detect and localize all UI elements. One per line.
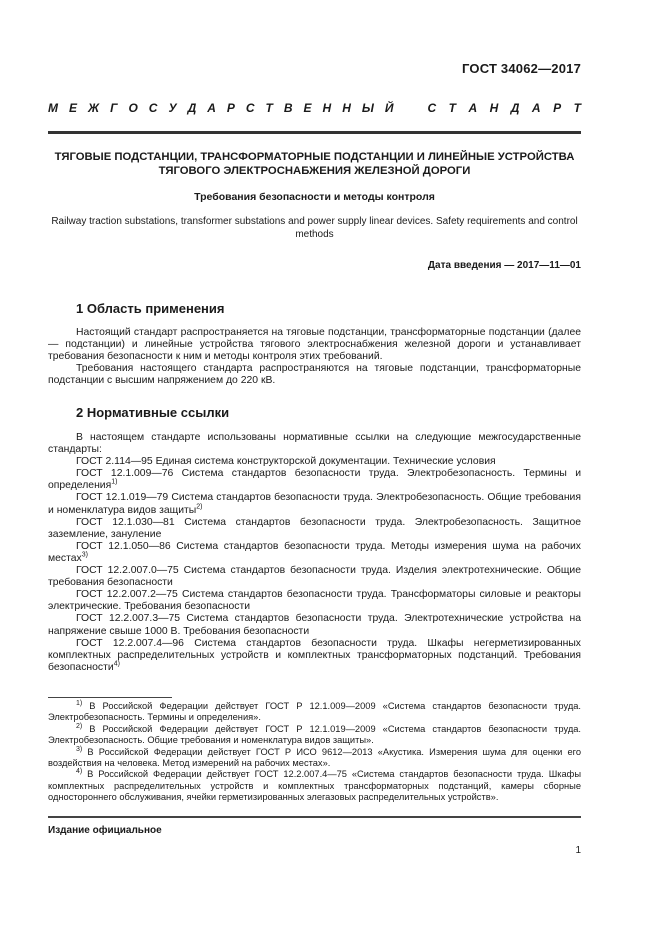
title-line-2: ТЯГОВОГО ЭЛЕКТРОСНАБЖЕНИЯ ЖЕЛЕЗНОЙ ДОРОГИ (158, 165, 471, 177)
english-title: Railway traction substations, transformer substations and power supply linear devices. Safety requirements and control methods (51, 216, 578, 240)
interstate-word-2: С Т А Н Д А Р Т (427, 101, 581, 115)
title-line-1: ТЯГОВЫЕ ПОДСТАНЦИИ, ТРАНСФОРМАТОРНЫЕ ПОДСТАНЦИИ И ЛИНЕЙНЫЕ УСТРОЙСТВА (54, 151, 575, 163)
reference-item (48, 638, 581, 674)
footnote-marker: 4) (113, 660, 120, 668)
footnote-text: В Российской Федерации действует ГОСТ Р 12.1.009—2009 «Система стандартов безопасности труда. Электробезопасность. Термины и определения». (48, 701, 581, 723)
introduction-date: Дата введения — 2017—11—01 (427, 260, 581, 271)
reference-item (48, 613, 581, 637)
interstate-word-1: М Е Ж Г О С У Д А Р С Т В Е Н Н Ы Й (48, 101, 394, 115)
section-2-body (48, 432, 581, 674)
footnote-mark: 1) (76, 699, 83, 707)
section-1-body (48, 327, 581, 387)
reference-item (48, 517, 581, 541)
section-2-heading: 2 Нормативные ссылки (76, 405, 230, 420)
footnote-marker: 3) (81, 551, 88, 559)
section-1-paragraph-1: Настоящий стандарт распространяется на тяговые подстанции, трансформаторные подстанции (далее — подстанции) и линейные устройства тягового электроснабжения железной дороги и устанавливает требования безопасности к ним и методы контроля этих требований. (48, 327, 581, 363)
reference-text: ГОСТ 12.1.050—86 Система стандартов безопасности труда. Методы измерения шума на рабочих местах (48, 540, 581, 564)
reference-item (48, 565, 581, 589)
header-rule (48, 131, 581, 134)
section-2-intro: В настоящем стандарте использованы нормативные ссылки на следующие межгосударственные стандарты: (48, 432, 581, 456)
footnote-mark: 3) (76, 745, 83, 753)
references-list (48, 456, 581, 674)
reference-item (48, 492, 581, 516)
footnote-mark: 2) (76, 722, 83, 730)
reference-text: ГОСТ 12.1.009—76 Система стандартов безопасности труда. Электробезопасность. Термины и определения (48, 468, 581, 492)
reference-text: ГОСТ 12.2.007.3—75 Система стандартов безопасности труда. Электротехнические устройства на напряжение свыше 1000 В. Требования безопасности (48, 613, 581, 637)
footnote-marker: 1) (111, 478, 118, 486)
section-1-heading: 1 Область применения (76, 301, 225, 316)
footnote-item (48, 701, 581, 724)
reference-item (48, 541, 581, 565)
footnote-item (48, 747, 581, 770)
footnote-marker: 2) (196, 503, 203, 511)
interstate-standard-banner (48, 101, 581, 115)
footnote-text: В Российской Федерации действует ГОСТ 12.2.007.4—75 «Система стандартов безопасности труда. Шкафы комплектных распределительных устройств и комплектных трансформаторных подстанций, камеры сборные одностороннего обслуживания, ячейки герметизированных элегазовых распределительных устройств». (48, 769, 581, 803)
footer-rule (48, 816, 581, 818)
reference-text: ГОСТ 12.2.007.2—75 Система стандартов безопасности труда. Трансформаторы силовые и реакторы электрические. Требования безопасности (48, 589, 581, 613)
reference-text: ГОСТ 12.2.007.0—75 Система стандартов безопасности труда. Изделия электротехнические. Общие требования безопасности (48, 565, 581, 589)
reference-item (48, 468, 581, 492)
reference-text: ГОСТ 2.114—95 Единая система конструкторской документации. Технические условия (76, 456, 496, 468)
gost-number: ГОСТ 34062—2017 (462, 61, 581, 76)
section-1-paragraph-2: Требования настоящего стандарта распространяются на тяговые подстанции, трансформаторные подстанции с высшим напряжением до 220 кВ. (48, 363, 581, 387)
reference-text: ГОСТ 12.2.007.4—96 Система стандартов безопасности труда. Шкафы негерметизированных комплектных распределительных устройств и комплектных трансформаторных подстанций. Требования безопасности (48, 637, 581, 673)
footnote-text: В Российской Федерации действует ГОСТ Р 12.1.019—2009 «Система стандартов безопасности труда. Электробезопасность. Общие требования и номенклатура видов защиты». (48, 723, 581, 746)
reference-text: ГОСТ 12.1.019—79 Система стандартов безопасности труда. Электробезопасность. Общие требования и номенклатура видов защиты (48, 492, 581, 516)
footnote-mark: 4) (76, 768, 83, 776)
reference-item (48, 456, 581, 468)
official-edition-label: Издание официальное (48, 825, 162, 836)
reference-text: ГОСТ 12.1.030—81 Система стандартов безопасности труда. Электробезопасность. Защитное заземление, зануление (48, 516, 581, 540)
footnote-rule (48, 697, 172, 698)
footnotes (48, 701, 581, 804)
footnote-item (48, 769, 581, 803)
reference-item (48, 589, 581, 613)
document-subtitle: Требования безопасности и методы контроля (194, 191, 435, 203)
footnote-text: В Российской Федерации действует ГОСТ Р ИСО 9612—2013 «Акустика. Измерения шума для оценки его воздействия на человека. Метод измерений на рабочих местах». (48, 746, 581, 769)
document-title (48, 150, 581, 178)
page-number: 1 (575, 845, 581, 856)
footnote-item (48, 724, 581, 747)
